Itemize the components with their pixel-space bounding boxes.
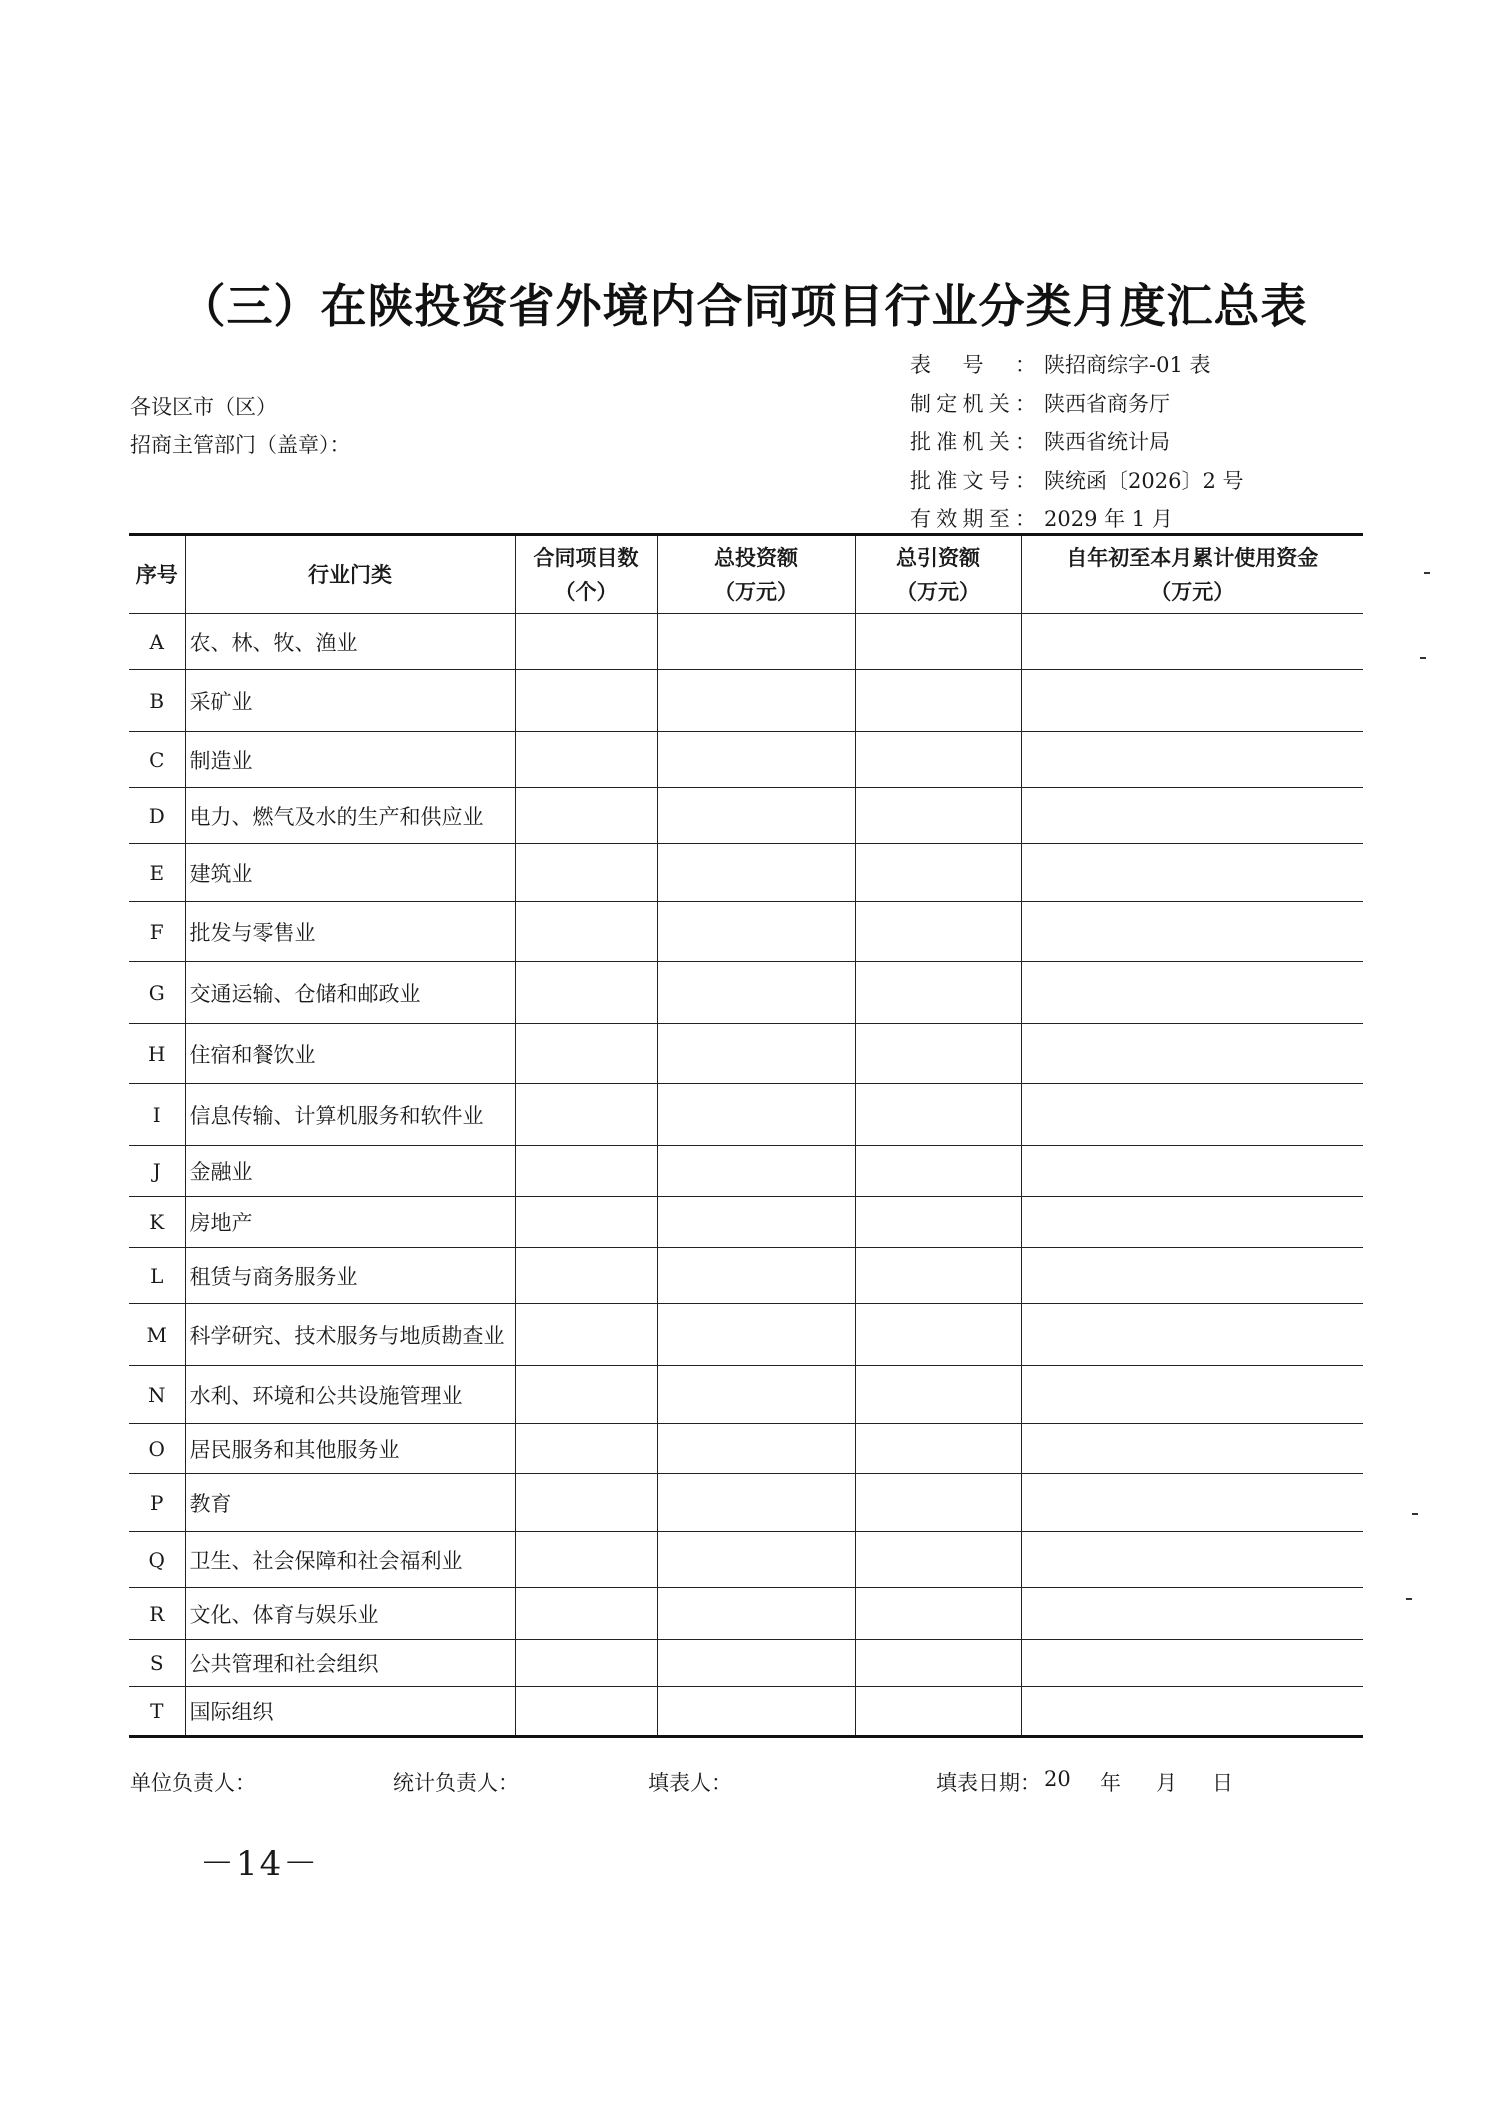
row-code: G (129, 962, 185, 1024)
approving-authority-value: 陕西省统计局 (1044, 430, 1170, 454)
total-investment-cell[interactable] (657, 962, 855, 1024)
fill-date-label: 填表日期： (936, 1771, 1041, 1795)
header-total-investment-title: 总投资额 (714, 545, 798, 570)
total-investment-cell[interactable] (657, 732, 855, 788)
total-introduced-cell[interactable] (855, 1304, 1021, 1366)
total-introduced-cell[interactable] (855, 732, 1021, 788)
table-row (129, 1304, 1363, 1366)
row-industry-name: 国际组织 (185, 1687, 515, 1737)
row-code: T (129, 1687, 185, 1737)
row-industry-name: 建筑业 (185, 844, 515, 902)
approving-authority-label: 批准机关： (910, 430, 1036, 454)
projects-cell[interactable] (515, 1146, 657, 1197)
projects-cell[interactable] (515, 1197, 657, 1248)
form-number-value: 陕招商综字-01 表 (1044, 353, 1211, 377)
row-industry-name: 卫生、社会保障和社会福利业 (185, 1532, 515, 1588)
total-introduced-cell[interactable] (855, 1640, 1021, 1687)
projects-cell[interactable] (515, 902, 657, 962)
total-introduced-cell[interactable] (855, 962, 1021, 1024)
row-industry-name: 文化、体育与娱乐业 (185, 1588, 515, 1640)
row-industry-name: 房地产 (185, 1197, 515, 1248)
ytd-funds-cell[interactable] (1021, 1146, 1363, 1197)
total-introduced-cell[interactable] (855, 1532, 1021, 1588)
projects-cell[interactable] (515, 1248, 657, 1304)
row-industry-name: 公共管理和社会组织 (185, 1640, 515, 1687)
row-industry-name: 住宿和餐饮业 (185, 1024, 515, 1084)
row-code: M (129, 1304, 185, 1366)
table-row (129, 1588, 1363, 1640)
total-introduced-cell[interactable] (855, 1146, 1021, 1197)
total-investment-cell[interactable] (657, 788, 855, 844)
table-row (129, 962, 1363, 1024)
header-ytd-funds-unit: （万元） (1150, 579, 1235, 604)
total-investment-cell[interactable] (657, 1024, 855, 1084)
total-introduced-cell[interactable] (855, 788, 1021, 844)
projects-cell[interactable] (515, 670, 657, 732)
form-info-row (910, 346, 1243, 385)
projects-cell[interactable] (515, 614, 657, 670)
row-code: Q (129, 1532, 185, 1588)
ytd-funds-cell[interactable] (1021, 614, 1363, 670)
total-investment-cell[interactable] (657, 670, 855, 732)
projects-cell[interactable] (515, 1304, 657, 1366)
row-industry-name: 交通运输、仓储和邮政业 (185, 962, 515, 1024)
projects-cell[interactable] (515, 1588, 657, 1640)
ytd-funds-cell[interactable] (1021, 1687, 1363, 1737)
table-row (129, 1084, 1363, 1146)
header-ytd-funds-title: 自年初至本月累计使用资金 (1066, 545, 1319, 570)
total-investment-cell[interactable] (657, 902, 855, 962)
total-investment-cell[interactable] (657, 1146, 855, 1197)
fill-date-day: 日 (1212, 1771, 1233, 1795)
ytd-funds-cell[interactable] (1021, 1532, 1363, 1588)
ytd-funds-cell[interactable] (1021, 1304, 1363, 1366)
row-code: F (129, 902, 185, 962)
total-introduced-cell[interactable] (855, 1424, 1021, 1474)
table-row (129, 1424, 1363, 1474)
row-industry-name: 电力、燃气及水的生产和供应业 (185, 788, 515, 844)
row-industry-name: 制造业 (185, 732, 515, 788)
issuing-authority-value: 陕西省商务厅 (1044, 391, 1170, 416)
approval-number-value: 陕统函〔2026〕2 号 (1044, 468, 1244, 493)
scan-mark (1420, 657, 1426, 659)
header-total-introduced (855, 535, 1021, 614)
header-industry: 行业门类 (185, 535, 515, 614)
table-row (129, 788, 1363, 844)
total-investment-cell[interactable] (657, 1532, 855, 1588)
total-investment-cell[interactable] (657, 1304, 855, 1366)
valid-until-value: 2029 年 1 月 (1044, 507, 1173, 531)
row-industry-name: 教育 (185, 1474, 515, 1532)
table-row (129, 1024, 1363, 1084)
row-code: J (129, 1146, 185, 1197)
row-industry-name: 水利、环境和公共设施管理业 (185, 1366, 515, 1424)
ytd-funds-cell[interactable] (1021, 1024, 1363, 1084)
table-row (129, 1366, 1363, 1424)
row-code: A (129, 614, 185, 670)
total-introduced-cell[interactable] (855, 614, 1021, 670)
total-introduced-cell[interactable] (855, 1588, 1021, 1640)
department-stamp-label: 招商主管部门（盖章）： (130, 433, 351, 457)
row-industry-name: 租赁与商务服务业 (185, 1248, 515, 1304)
ytd-funds-cell[interactable] (1021, 902, 1363, 962)
table-header-row (129, 535, 1363, 614)
table-row (129, 732, 1363, 788)
row-industry-name: 采矿业 (185, 670, 515, 732)
projects-cell[interactable] (515, 1084, 657, 1146)
projects-cell[interactable] (515, 1532, 657, 1588)
total-introduced-cell[interactable] (855, 1248, 1021, 1304)
valid-until-label: 有效期至： (910, 507, 1036, 531)
ytd-funds-cell[interactable] (1021, 788, 1363, 844)
row-code: I (129, 1084, 185, 1146)
row-code: R (129, 1588, 185, 1640)
table-row (129, 1640, 1363, 1687)
projects-cell[interactable] (515, 1366, 657, 1424)
row-industry-name: 科学研究、技术服务与地质勘查业 (185, 1304, 515, 1366)
total-investment-cell[interactable] (657, 844, 855, 902)
fill-date-month: 月 (1156, 1771, 1177, 1795)
total-investment-cell[interactable] (657, 1588, 855, 1640)
left-meta (130, 388, 351, 464)
row-industry-name: 居民服务和其他服务业 (185, 1424, 515, 1474)
total-investment-cell[interactable] (657, 1248, 855, 1304)
header-total-investment-unit: （万元） (714, 579, 798, 604)
ytd-funds-cell[interactable] (1021, 844, 1363, 902)
scan-mark (1406, 1598, 1412, 1600)
row-code: E (129, 844, 185, 902)
row-code: C (129, 732, 185, 788)
page-number: －14－ (200, 1844, 320, 1884)
row-industry-name: 批发与零售业 (185, 902, 515, 962)
scan-mark (1412, 1513, 1418, 1515)
total-investment-cell[interactable] (657, 1084, 855, 1146)
form-info-row (910, 462, 1243, 501)
row-code: H (129, 1024, 185, 1084)
row-industry-name: 农、林、牧、渔业 (185, 614, 515, 670)
total-introduced-cell[interactable] (855, 844, 1021, 902)
table-row (129, 1687, 1363, 1737)
table-row (129, 1532, 1363, 1588)
row-code: B (129, 670, 185, 732)
header-total-introduced-title: 总引资额 (896, 545, 980, 570)
header-ytd-funds (1021, 535, 1363, 614)
table-row (129, 1474, 1363, 1532)
total-introduced-cell[interactable] (855, 1474, 1021, 1532)
form-info-row (910, 423, 1243, 462)
total-introduced-cell[interactable] (855, 1084, 1021, 1146)
filler-label: 填表人： (648, 1771, 732, 1795)
ytd-funds-cell[interactable] (1021, 732, 1363, 788)
projects-cell[interactable] (515, 1424, 657, 1474)
scan-mark (1424, 572, 1430, 574)
table-row (129, 1248, 1363, 1304)
projects-cell[interactable] (515, 962, 657, 1024)
total-introduced-cell[interactable] (855, 670, 1021, 732)
total-introduced-cell[interactable] (855, 1687, 1021, 1737)
approval-number-label: 批准文号： (910, 468, 1036, 493)
row-code: S (129, 1640, 185, 1687)
fill-date-year-prefix: 20 (1044, 1767, 1071, 1791)
header-total-introduced-unit: （万元） (896, 579, 980, 604)
total-introduced-cell[interactable] (855, 902, 1021, 962)
total-introduced-cell[interactable] (855, 1366, 1021, 1424)
total-investment-cell[interactable] (657, 1687, 855, 1737)
projects-cell[interactable] (515, 1687, 657, 1737)
header-total-investment (657, 535, 855, 614)
total-introduced-cell[interactable] (855, 1024, 1021, 1084)
row-code: O (129, 1424, 185, 1474)
ytd-funds-cell[interactable] (1021, 1248, 1363, 1304)
table-row (129, 1197, 1363, 1248)
header-seq: 序号 (129, 535, 185, 614)
projects-cell[interactable] (515, 1474, 657, 1532)
total-investment-cell[interactable] (657, 1197, 855, 1248)
ytd-funds-cell[interactable] (1021, 670, 1363, 732)
page-title: （三）在陕投资省外境内合同项目行业分类月度汇总表 (179, 279, 1308, 333)
region-label: 各设区市（区） (130, 395, 277, 419)
form-info-row (910, 385, 1243, 424)
table-row (129, 1146, 1363, 1197)
table-row (129, 902, 1363, 962)
total-investment-cell[interactable] (657, 1366, 855, 1424)
ytd-funds-cell[interactable] (1021, 1588, 1363, 1640)
total-investment-cell[interactable] (657, 614, 855, 670)
header-projects (515, 535, 657, 614)
ytd-funds-cell[interactable] (1021, 1197, 1363, 1248)
ytd-funds-cell[interactable] (1021, 1424, 1363, 1474)
header-projects-title: 合同项目数 (533, 545, 639, 570)
issuing-authority-label: 制定机关： (910, 391, 1036, 416)
header-projects-unit: （个） (554, 579, 618, 604)
row-code: N (129, 1366, 185, 1424)
total-investment-cell[interactable] (657, 1424, 855, 1474)
table-row (129, 844, 1363, 902)
total-investment-cell[interactable] (657, 1640, 855, 1687)
row-code: L (129, 1248, 185, 1304)
total-investment-cell[interactable] (657, 1474, 855, 1532)
row-industry-name: 金融业 (185, 1146, 515, 1197)
ytd-funds-cell[interactable] (1021, 962, 1363, 1024)
projects-cell[interactable] (515, 1640, 657, 1687)
ytd-funds-cell[interactable] (1021, 1474, 1363, 1532)
ytd-funds-cell[interactable] (1021, 1084, 1363, 1146)
unit-head-label: 单位负责人： (130, 1771, 256, 1795)
projects-cell[interactable] (515, 732, 657, 788)
form-info (910, 346, 1243, 539)
projects-cell[interactable] (515, 844, 657, 902)
ytd-funds-cell[interactable] (1021, 1640, 1363, 1687)
fill-date-year: 年 (1100, 1771, 1121, 1795)
total-introduced-cell[interactable] (855, 1197, 1021, 1248)
row-code: P (129, 1474, 185, 1532)
stats-head-label: 统计负责人： (393, 1771, 519, 1795)
row-code: K (129, 1197, 185, 1248)
form-number-label: 表号： (910, 353, 1036, 377)
table-body (129, 614, 1363, 1737)
summary-table (129, 533, 1363, 1738)
table-row (129, 670, 1363, 732)
projects-cell[interactable] (515, 788, 657, 844)
ytd-funds-cell[interactable] (1021, 1366, 1363, 1424)
projects-cell[interactable] (515, 1024, 657, 1084)
row-industry-name: 信息传输、计算机服务和软件业 (185, 1084, 515, 1146)
row-code: D (129, 788, 185, 844)
table-row (129, 614, 1363, 670)
